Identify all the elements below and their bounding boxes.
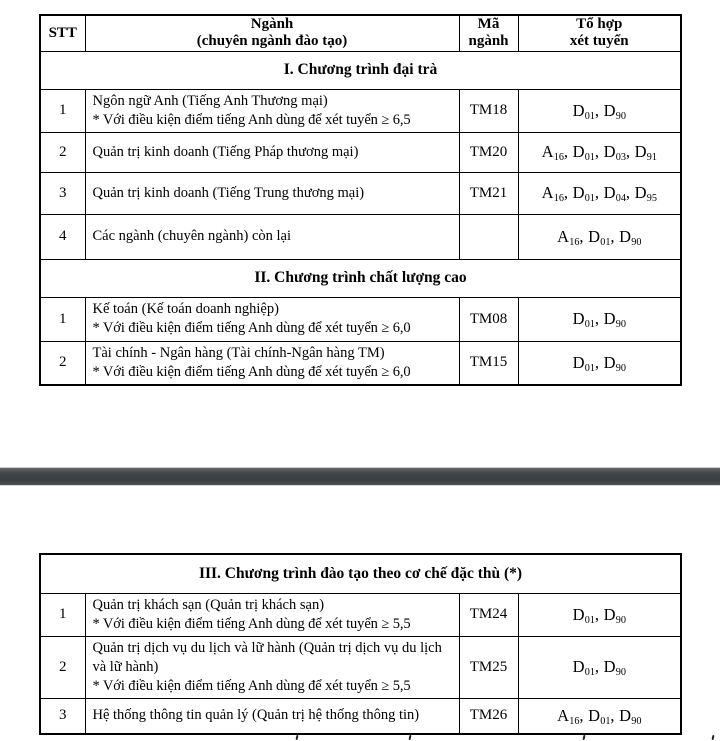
table-row <box>40 132 681 172</box>
ma-nganh-cell: TM25 <box>459 636 518 698</box>
section-title: II. Chương trình chất lượng cao <box>40 259 681 297</box>
header-tohop-line2: xét tuyển <box>569 33 629 50</box>
nganh-cell <box>85 132 459 172</box>
english-score-condition: * Với điều kiện điểm tiếng Anh dùng để xét tuyển ≥ 5,5 <box>92 615 411 632</box>
to-hop-xet-tuyen-cell: $A_{16}$, $D_{01}$, $D_{90}$ <box>518 214 681 259</box>
header-stt <box>40 15 85 51</box>
ma-nganh-cell: TM20 <box>459 132 518 172</box>
nganh-cell <box>85 699 459 734</box>
header-row <box>40 15 681 51</box>
table-row <box>40 89 681 132</box>
english-score-condition: * Với điều kiện điểm tiếng Anh dùng để xét tuyển ≥ 5,5 <box>92 678 411 694</box>
stt-cell: 4 <box>40 214 85 259</box>
stt-cell: 3 <box>40 172 85 214</box>
to-hop-xet-tuyen-cell: $A_{16}$, $D_{01}$, $D_{03}$, $D_{91}$ <box>518 132 681 172</box>
header-stt-label: STT <box>48 24 77 41</box>
to-hop-xet-tuyen-cell: $D_{01}$, $D_{90}$ <box>518 297 681 341</box>
nganh-cell <box>85 297 459 341</box>
to-hop-xet-tuyen-cell: $D_{01}$, $D_{90}$ <box>518 593 681 636</box>
header-tohop-line1: Tổ hợp <box>576 16 623 32</box>
clipped-glyph-mark <box>409 735 412 740</box>
table-row <box>40 172 681 214</box>
table-row <box>40 297 681 341</box>
admission-table-page2 <box>39 553 682 735</box>
nganh-name: Quản trị khách sạn (Quản trị khách sạn) <box>92 596 325 613</box>
header-ma-nganh <box>459 15 518 51</box>
ma-nganh-cell: TM26 <box>459 699 518 734</box>
nganh-name: Tài chính - Ngân hàng (Tài chính-Ngân hàng TM) <box>92 344 385 361</box>
nganh-name: Quản trị kinh doanh (Tiếng Pháp thương mại) <box>92 143 359 160</box>
nganh-name: Quản trị dịch vụ du lịch và lữ hành (Quản trị dịch vụ du lịch và lữ hành) <box>92 639 442 675</box>
section-header-row <box>40 51 681 89</box>
nganh-cell <box>85 341 459 385</box>
to-hop-xet-tuyen-cell: $D_{01}$, $D_{90}$ <box>518 341 681 385</box>
english-score-condition: * Với điều kiện điểm tiếng Anh dùng để xét tuyển ≥ 6,0 <box>92 363 411 380</box>
to-hop-xet-tuyen-cell: $A_{16}$, $D_{01}$, $D_{04}$, $D_{95}$ <box>518 172 681 214</box>
section-header-row <box>40 554 681 593</box>
ma-nganh-cell: TM08 <box>459 297 518 341</box>
table-row <box>40 636 681 698</box>
clipped-glyph-mark <box>583 735 586 740</box>
stt-cell: 2 <box>40 636 85 698</box>
header-ma-line1: Mã <box>477 16 500 32</box>
nganh-cell <box>85 89 459 132</box>
stt-cell: 2 <box>40 341 85 385</box>
stt-cell: 1 <box>40 593 85 636</box>
clipped-glyph-mark <box>712 735 715 740</box>
stt-cell: 1 <box>40 89 85 132</box>
to-hop-xet-tuyen-cell: $D_{01}$, $D_{90}$ <box>518 636 681 698</box>
english-score-condition: * Với điều kiện điểm tiếng Anh dùng để xét tuyển ≥ 6,5 <box>92 111 411 128</box>
nganh-name: Hệ thống thông tin quản lý (Quản trị hệ thống thông tin) <box>92 707 420 724</box>
table-row <box>40 214 681 259</box>
header-ma-line2: ngành <box>468 33 509 50</box>
nganh-cell <box>85 172 459 214</box>
nganh-cell <box>85 636 459 698</box>
nganh-name: Quản trị kinh doanh (Tiếng Trung thương mại) <box>92 184 365 201</box>
stt-cell: 3 <box>40 699 85 734</box>
to-hop-xet-tuyen-cell: $D_{01}$, $D_{90}$ <box>518 89 681 132</box>
clipped-glyph-mark <box>296 735 299 740</box>
nganh-cell <box>85 214 459 259</box>
nganh-name: Các ngành (chuyên ngành) còn lại <box>92 228 291 245</box>
ma-nganh-cell: TM24 <box>459 593 518 636</box>
stt-cell: 2 <box>40 132 85 172</box>
page-separator-bar <box>0 467 720 486</box>
section-title: III. Chương trình đào tạo theo cơ chế đặc thù (*) <box>40 554 681 593</box>
ma-nganh-cell: TM18 <box>459 89 518 132</box>
nganh-name: Kế toán (Kế toán doanh nghiệp) <box>92 301 279 318</box>
stt-cell: 1 <box>40 297 85 341</box>
section-header-row <box>40 259 681 297</box>
header-nganh <box>85 15 459 51</box>
nganh-name: Ngôn ngữ Anh (Tiếng Anh Thương mại) <box>92 92 328 109</box>
header-to-hop <box>518 15 681 51</box>
ma-nganh-cell: TM21 <box>459 172 518 214</box>
ma-nganh-cell <box>459 214 518 259</box>
nganh-cell <box>85 593 459 636</box>
table-row <box>40 699 681 734</box>
section-title: I. Chương trình đại trà <box>40 51 681 89</box>
admission-table-page1 <box>39 14 682 386</box>
header-nganh-line1: Ngành <box>250 16 294 32</box>
header-nganh-line2: (chuyên ngành đào tạo) <box>196 33 348 50</box>
ma-nganh-cell: TM15 <box>459 341 518 385</box>
to-hop-xet-tuyen-cell: $A_{16}$, $D_{01}$, $D_{90}$ <box>518 699 681 734</box>
clipped-text-marks <box>0 735 720 741</box>
table-row <box>40 593 681 636</box>
english-score-condition: * Với điều kiện điểm tiếng Anh dùng để xét tuyển ≥ 6,0 <box>92 320 411 337</box>
table-row <box>40 341 681 385</box>
